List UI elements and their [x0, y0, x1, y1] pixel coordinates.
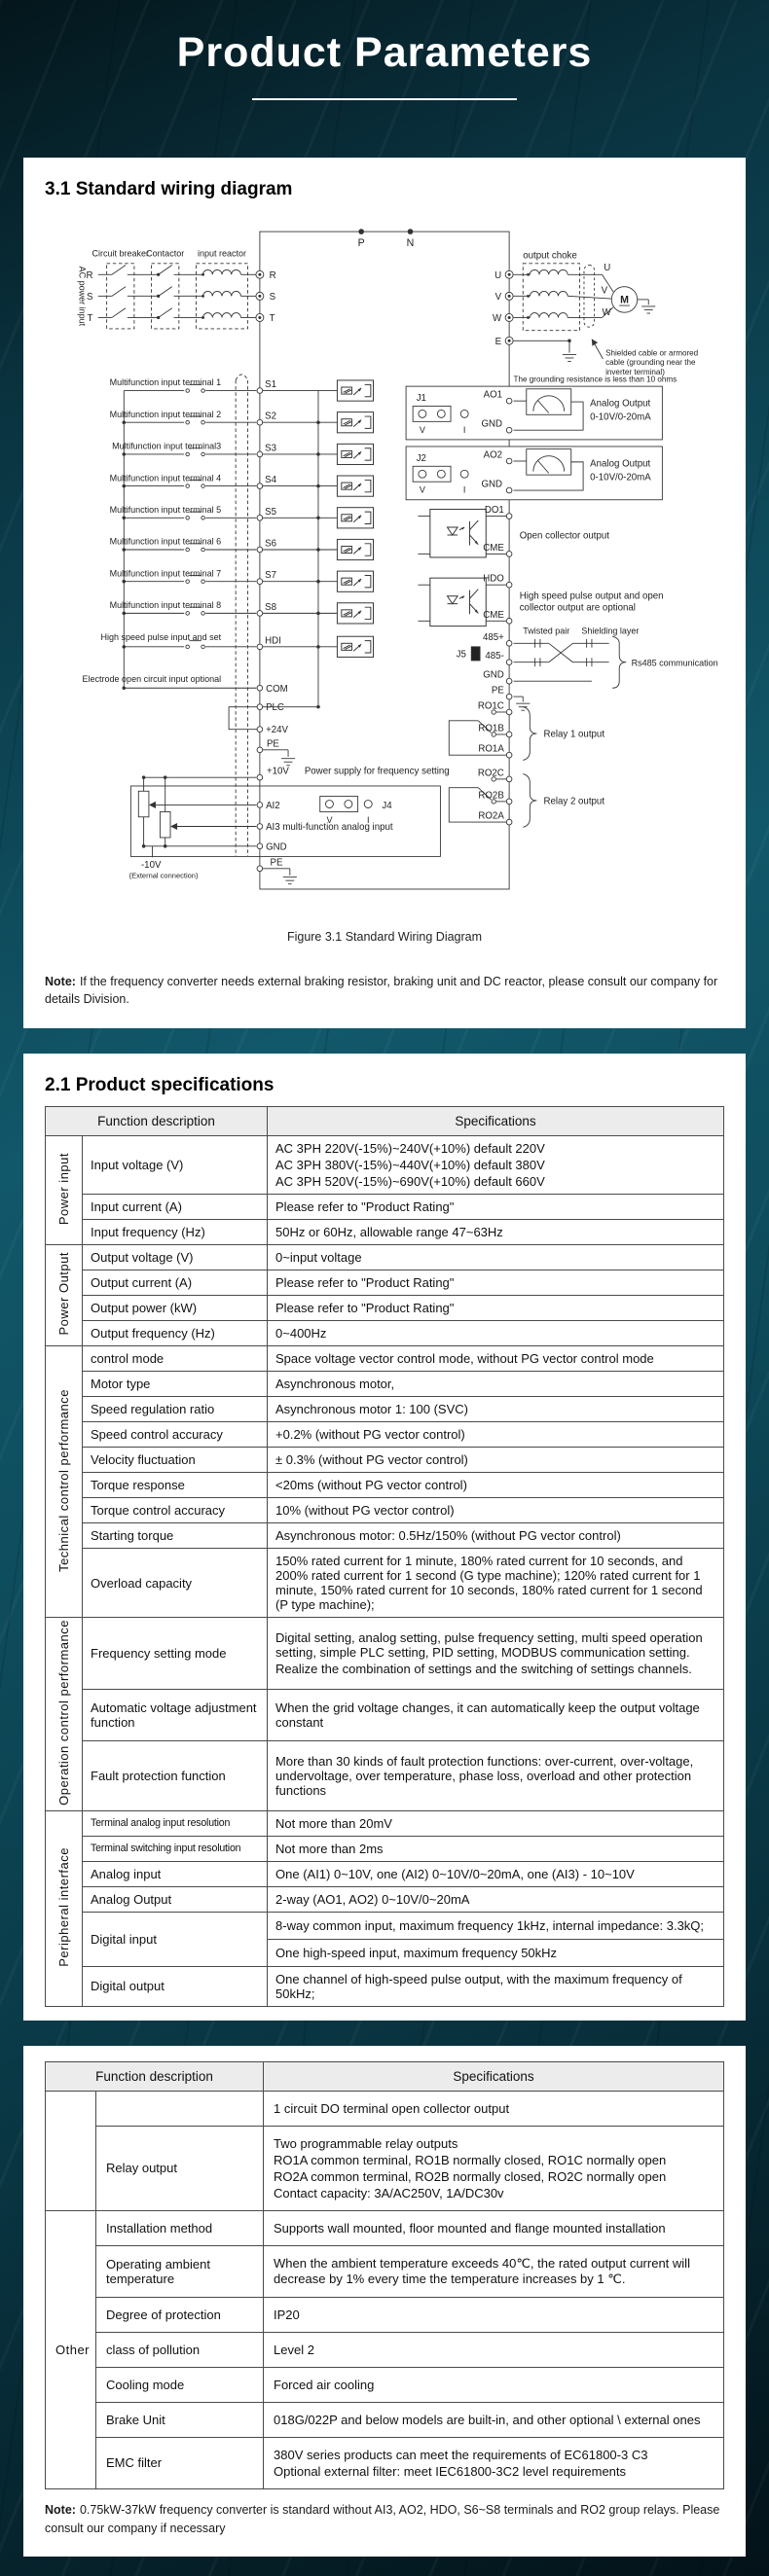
diagram-label: J1 [416, 393, 426, 405]
diagram-label: RO1B [478, 723, 504, 734]
diagram-label: PLC [266, 702, 284, 714]
diagram-label: High speed pulse output and open [519, 590, 664, 602]
row-specification [268, 1473, 724, 1498]
diagram-label: I [462, 484, 466, 495]
diagram-label: U [604, 262, 611, 273]
spec-line: Not more than 2ms [275, 1841, 384, 1856]
diagram-label: S1 [265, 379, 277, 391]
row-specification [268, 1270, 724, 1296]
spec-line: Contact capacity: 3A/AC250V, 1A/DC30v [274, 2185, 504, 2200]
row-function-name: Starting torque [83, 1523, 268, 1549]
diagram-label: 485+ [482, 631, 504, 643]
diagram-label: S7 [265, 570, 277, 582]
row-function-name: Output voltage (V) [83, 1245, 268, 1270]
diagram-label: GND [481, 418, 503, 430]
spec-line: 1 circuit DO terminal open collector output [274, 2100, 510, 2116]
diagram-label: S8 [265, 601, 277, 613]
diagram-label: input reactor [197, 248, 247, 259]
title-underline [252, 98, 517, 100]
spec-line: Asynchronous motor 1: 100 (SVC) [275, 1402, 468, 1416]
diagram-label: CME [483, 542, 504, 554]
wiring-diagram-svg [45, 210, 724, 915]
row-function-name: Digital input [83, 1912, 268, 1966]
p-terminal-label: P [357, 237, 365, 250]
spec-line: 018G/022P and below models are built-in, and other optional \ external ones [274, 2412, 701, 2427]
group-label-text: Operation control performance [55, 1620, 71, 1806]
diagram-label: Multifunction input terminal 5 [109, 505, 222, 516]
diagram-label: DO1 [484, 505, 504, 517]
row-function-name: Analog input [83, 1861, 268, 1886]
group-label [46, 1618, 83, 1811]
row-function-name: Terminal switching input resolution [83, 1836, 268, 1861]
row-specification [264, 2437, 724, 2488]
diagram-label: V [601, 285, 608, 297]
diagram-label: Multifunction input terminal 7 [109, 568, 222, 579]
diagram-label: Multifunction input terminal 1 [109, 377, 222, 388]
spec-line: 8-way common input, maximum frequency 1kHz, internal impedance: 3.3kQ; [275, 1917, 705, 1933]
diagram-label: Twisted pair [523, 626, 570, 636]
n-terminal-label: N [406, 237, 415, 250]
table-row [46, 1523, 724, 1549]
spec-line: Level 2 [274, 2342, 314, 2357]
spec-line: 50Hz or 60Hz, allowable range 47~63Hz [275, 1225, 503, 1239]
group-label-text: Technical control performance [55, 1388, 71, 1572]
table-row [46, 2402, 724, 2437]
diagram-label: PE [491, 685, 504, 697]
table-row [46, 1296, 724, 1321]
row-specification [264, 2126, 724, 2210]
diagram-label: GND [483, 669, 504, 681]
diagram-label: The grounding resistance is less than 10 ohms [513, 375, 677, 384]
diagram-label: V [494, 291, 502, 303]
spec-line: When the ambient temperature exceeds 40℃, the rated output current will decrease by 1% every time the temperature increases by 1 ℃. [274, 2255, 690, 2286]
spec-line: Two programmable relay outputs [274, 2135, 458, 2151]
table-row [46, 2437, 724, 2488]
spec-heading: 2.1 Product specifications [45, 1075, 275, 1095]
diagram-label: R [86, 269, 93, 281]
spec-line: AC 3PH 520V(-15%)~690V(+10%) default 660V [275, 1174, 545, 1189]
spec-line: Forced air cooling [274, 2377, 375, 2392]
wiring-note [45, 973, 724, 1010]
diagram-label: Relay 1 output [543, 729, 605, 740]
diagram-label: GND [266, 841, 287, 853]
table-row [46, 1346, 724, 1372]
diagram-label: V [419, 424, 425, 435]
diagram-label: S6 [265, 538, 277, 550]
row-function-name: Fault protection function [83, 1740, 268, 1810]
group-label [46, 1245, 83, 1346]
spec-line: Supports wall mounted, floor mounted and flange mounted installation [274, 2220, 666, 2236]
diagram-label: AO2 [483, 449, 503, 461]
diagram-label: V [326, 814, 333, 825]
table-row [46, 1220, 724, 1245]
diagram-label: R [269, 269, 276, 281]
motor-icon: M [620, 294, 629, 306]
diagram-label: W [492, 312, 502, 324]
row-specification [268, 1810, 724, 1836]
diagram-label: Rs485 communication [631, 658, 718, 668]
diagram-label: Multifunction input terminal3 [112, 441, 222, 451]
table-row [46, 1966, 724, 2006]
row-specification [268, 1195, 724, 1220]
other-spec-card [23, 2046, 746, 2558]
diagram-label: Multifunction input terminal 6 [109, 536, 222, 547]
diagram-label: T [87, 312, 93, 324]
product-specifications-table [45, 1106, 724, 2007]
diagram-label: AI3 multi-function analog input [266, 822, 393, 834]
diagram-label: Contactor [146, 248, 185, 259]
row-specification [264, 2402, 724, 2437]
group-label-text: Power input [55, 1152, 71, 1226]
row-specification [268, 1523, 724, 1549]
table-row [46, 1136, 724, 1195]
spec-line: Realize the combination of settings and the switching of settings channels. [275, 1662, 692, 1677]
wiring-card [23, 158, 746, 1028]
diagram-label: Multifunction input terminal 2 [109, 409, 222, 419]
row-function-name: control mode [83, 1346, 268, 1372]
row-specification [264, 2245, 724, 2297]
diagram-label: Electrode open circuit input optional [82, 674, 222, 685]
row-specification [268, 1549, 724, 1618]
table-row [46, 2210, 724, 2245]
diagram-label: AI2 [266, 800, 280, 811]
spec-line: Please refer to "Product Rating" [275, 1199, 455, 1214]
table-row [46, 2091, 724, 2126]
row-function-name: Installation method [96, 2210, 264, 2245]
diagram-label: I [366, 814, 370, 825]
row-specification [268, 1886, 724, 1912]
spec-line: Space voltage vector control mode, without PG vector control mode [275, 1351, 654, 1366]
spec-line: 10% (without PG vector control) [275, 1503, 455, 1518]
row-specification [268, 1321, 724, 1346]
spec-line: Asynchronous motor, [275, 1377, 395, 1391]
row-specification [268, 1861, 724, 1886]
table-row [46, 1861, 724, 1886]
group-label [46, 1810, 83, 2006]
row-function-name: Torque control accuracy [83, 1498, 268, 1523]
diagram-label: cable (grounding near the [605, 358, 696, 368]
spec-line: IP20 [274, 2307, 300, 2322]
note-text: If the frequency converter needs external braking resistor, braking unit and DC reactor, please consult our company for details Division. [45, 974, 718, 1007]
diagram-label: HDI [265, 635, 281, 647]
note-label: Note: [45, 2502, 76, 2517]
table-row [46, 1912, 724, 1966]
row-specification [268, 1346, 724, 1372]
diagram-label: RO2A [478, 810, 504, 822]
spec-line: +0.2% (without PG vector control) [275, 1427, 465, 1442]
diagram-label: output choke [523, 250, 577, 262]
diagram-label: Analog Output [590, 458, 651, 470]
diagram-label: J5 [456, 649, 466, 661]
row-specification [268, 1372, 724, 1397]
spec-line: <20ms (without PG vector control) [275, 1478, 467, 1492]
diagram-label: -10V [140, 859, 162, 871]
diagram-label: 0-10V/0-20mA [590, 411, 651, 423]
row-function-name: Motor type [83, 1372, 268, 1397]
row-specification [268, 1296, 724, 1321]
row-specification [264, 2367, 724, 2402]
row-specification [268, 1397, 724, 1422]
column-header-specifications: Specifications [268, 1107, 724, 1136]
row-specification [268, 1740, 724, 1810]
row-specification [268, 1422, 724, 1448]
diagram-label: Multifunction input terminal 8 [109, 600, 222, 611]
diagram-label: High speed pulse input and set [100, 631, 222, 642]
row-specification [264, 2091, 724, 2126]
row-specification [268, 1245, 724, 1270]
row-function-name: Degree of protection [96, 2297, 264, 2332]
table-row [46, 1270, 724, 1296]
diagram-label: Open collector output [519, 530, 609, 542]
spec-table-2-container [45, 2061, 724, 2489]
table-row [46, 1549, 724, 1618]
page-title: Product Parameters [176, 29, 593, 76]
diagram-label: J2 [416, 452, 426, 464]
spec-line: Please refer to "Product Rating" [275, 1275, 455, 1290]
diagram-label: collector output are optional [519, 602, 636, 614]
diagram-label: HDO [483, 573, 504, 585]
diagram-label: Shielding layer [581, 626, 640, 636]
row-function-name: Automatic voltage adjustment function [83, 1690, 268, 1741]
diagram-label: Power supply for frequency setting [304, 766, 450, 777]
diagram-label: Analog Output [590, 398, 651, 410]
diagram-label: (External connection) [128, 871, 199, 880]
diagram-label: S [269, 291, 276, 303]
row-function-name: class of pollution [96, 2332, 264, 2367]
diagram-label: RO1C [477, 700, 504, 712]
spec-line: More than 30 kinds of fault protection functions: over-current, over-voltage, undervoltage, over temperature, phase loss, overload and other protection functions [275, 1753, 694, 1798]
diagram-label: COM [266, 683, 288, 695]
figure-caption: Figure 3.1 Standard Wiring Diagram [286, 929, 483, 944]
diagram-label: T [269, 312, 275, 324]
row-function-name: Overload capacity [83, 1549, 268, 1618]
diagram-label: 485- [485, 651, 504, 662]
row-specification [268, 1618, 724, 1690]
row-function-name: Analog Output [83, 1886, 268, 1912]
spec-line: When the grid voltage changes, it can automatically keep the output voltage constant [275, 1700, 700, 1731]
table-row [46, 1498, 724, 1523]
table-row [46, 1321, 724, 1346]
spec-line: RO1A common terminal, RO1B normally closed, RO1C normally open [274, 2152, 667, 2167]
spec-line: 2-way (AO1, AO2) 0~10V/0~20mA [275, 1891, 470, 1907]
table-row [46, 1810, 724, 1836]
row-specification [268, 1690, 724, 1741]
other-specifications-table [45, 2061, 724, 2489]
table-row [46, 1422, 724, 1448]
row-function-name: Relay output [96, 2126, 264, 2210]
row-function-name: Frequency setting mode [83, 1618, 268, 1690]
group-label-text: Peripheral interface [55, 1846, 71, 1967]
spec-line: ± 0.3% (without PG vector control) [275, 1452, 468, 1467]
row-function-name: Digital output [83, 1966, 268, 2006]
spec-line: 0~input voltage [275, 1250, 362, 1265]
row-function-name: Input frequency (Hz) [83, 1220, 268, 1245]
diagram-label: Relay 2 output [543, 796, 605, 807]
diagram-label: AO1 [483, 389, 503, 401]
table-row [46, 1448, 724, 1473]
row-specification [268, 1136, 724, 1195]
column-header-function-description: Function description [46, 1107, 268, 1136]
row-function-name: Cooling mode [96, 2367, 264, 2402]
row-specification [268, 1912, 724, 1966]
row-function-name [96, 2091, 264, 2126]
row-function-name: Velocity fluctuation [83, 1448, 268, 1473]
table-row [46, 1245, 724, 1270]
table-row [46, 1397, 724, 1422]
row-function-name: Operating ambient temperature [96, 2245, 264, 2297]
diagram-label: inverter terminal) [605, 367, 665, 376]
group-label [46, 2210, 96, 2488]
row-specification [268, 1966, 724, 2006]
diagram-label: S [86, 291, 93, 303]
spec-line: AC 3PH 380V(-15%)~440V(+10%) default 380V [275, 1158, 545, 1172]
diagram-label: 0-10V/0-20mA [590, 472, 651, 483]
diagram-label: +24V [266, 725, 289, 736]
row-function-name: Input current (A) [83, 1195, 268, 1220]
spec-line: One (AI1) 0~10V, one (AI2) 0~10V/0~20mA, one (AI3) - 10~10V [275, 1866, 635, 1881]
column-header-function-description: Function description [46, 2061, 264, 2091]
diagram-label: GND [481, 479, 503, 490]
spec-line: AC 3PH 220V(-15%)~240V(+10%) default 220V [275, 1141, 545, 1156]
table-row [46, 1372, 724, 1397]
row-function-name: Brake Unit [96, 2402, 264, 2437]
column-header-specifications: Specifications [264, 2061, 724, 2091]
diagram-label: RO1A [478, 743, 504, 755]
spec-line: One high-speed input, maximum frequency 50kHz [268, 1939, 723, 1966]
spec-line: 150% rated current for 1 minute, 180% rated current for 10 seconds, and 200% rated current for 1 second (G type machine); 120% rated current for 1 minute, 150% rated current for 10 seconds, 180% rated current for 1 second (P type machine); [275, 1554, 703, 1612]
diagram-label: RO2B [478, 790, 504, 802]
row-function-name: EMC filter [96, 2437, 264, 2488]
diagram-label: S2 [265, 411, 277, 422]
page-header [0, 0, 769, 158]
diagram-label: V [419, 484, 425, 495]
group-label-text: Other [55, 2342, 91, 2357]
diagram-label: J4 [382, 800, 392, 811]
spec-line: Digital setting, analog setting, pulse frequency setting, multi speed operation setting, simple PLC setting, PID setting, MODBUS communication setting. [275, 1630, 703, 1661]
table-row [46, 1740, 724, 1810]
bottom-note [45, 2501, 724, 2538]
table-row [46, 1690, 724, 1741]
diagram-label: U [494, 269, 502, 281]
spec-line: Please refer to "Product Rating" [275, 1301, 455, 1315]
diagram-label: CME [483, 609, 504, 621]
note-text: 0.75kW-37kW frequency converter is standard without AI3, AO2, HDO, S6~S8 terminals and RO2 group relays. Please consult our company if necessary [45, 2502, 720, 2535]
table-row [46, 2332, 724, 2367]
spec-line: 380V series products can meet the requirements of EC61800-3 C3 [274, 2447, 648, 2462]
wiring-heading: 3.1 Standard wiring diagram [45, 179, 293, 199]
row-specification [268, 1498, 724, 1523]
table-row [46, 1836, 724, 1861]
row-specification [264, 2210, 724, 2245]
diagram-label: W [602, 306, 611, 318]
row-function-name: Speed control accuracy [83, 1422, 268, 1448]
row-function-name: Output current (A) [83, 1270, 268, 1296]
table-row [46, 2245, 724, 2297]
row-function-name: Output frequency (Hz) [83, 1321, 268, 1346]
spec-line: RO2A common terminal, RO2B normally closed, RO2C normally open [274, 2168, 667, 2184]
row-specification [268, 1220, 724, 1245]
table-row [46, 2367, 724, 2402]
diagram-label: Multifunction input terminal 4 [109, 473, 222, 483]
row-function-name: Torque response [83, 1473, 268, 1498]
row-function-name: Output power (kW) [83, 1296, 268, 1321]
spec-line: Optional external filter: meet IEC61800-3C2 level requirements [274, 2463, 627, 2479]
spec-line: Asynchronous motor: 0.5Hz/150% (without PG vector control) [275, 1528, 621, 1543]
row-specification [264, 2297, 724, 2332]
diagram-label: Circuit breaker [92, 248, 150, 259]
spec-line: Not more than 20mV [275, 1815, 392, 1831]
diagram-label: I [462, 424, 466, 435]
diagram-label: RO2C [477, 768, 504, 779]
spec-line: One channel of high-speed pulse output, with the maximum frequency of 50kHz; [275, 1971, 682, 2001]
table-row [46, 1886, 724, 1912]
row-function-name: Input voltage (V) [83, 1136, 268, 1195]
table-row [46, 1195, 724, 1220]
row-specification [264, 2332, 724, 2367]
group-label [46, 1136, 83, 1245]
row-specification [268, 1448, 724, 1473]
note-label: Note: [45, 974, 76, 988]
group-label [46, 1346, 83, 1618]
diagram-label: S4 [265, 475, 277, 486]
row-specification [268, 1836, 724, 1861]
diagram-label: Shielded cable or armored [605, 348, 699, 358]
row-function-name: Speed regulation ratio [83, 1397, 268, 1422]
table-row [46, 2126, 724, 2210]
diagram-label: S3 [265, 443, 277, 454]
table-row [46, 1618, 724, 1690]
spec-line: 0~400Hz [275, 1326, 327, 1341]
table-row [46, 2297, 724, 2332]
diagram-label: AC power input [77, 266, 88, 327]
spec-card [23, 1054, 746, 2021]
table-row [46, 1473, 724, 1498]
diagram-label: PE [266, 738, 279, 750]
row-function-name: Terminal analog input resolution [83, 1810, 268, 1836]
group-label [46, 2091, 96, 2210]
diagram-label: PE [270, 857, 283, 869]
diagram-label: +10V [266, 766, 289, 777]
spec-table-1-container [45, 1106, 724, 2007]
diagram-label: S5 [265, 506, 277, 518]
diagram-label: E [494, 336, 502, 347]
group-label-text: Power Output [55, 1252, 71, 1336]
